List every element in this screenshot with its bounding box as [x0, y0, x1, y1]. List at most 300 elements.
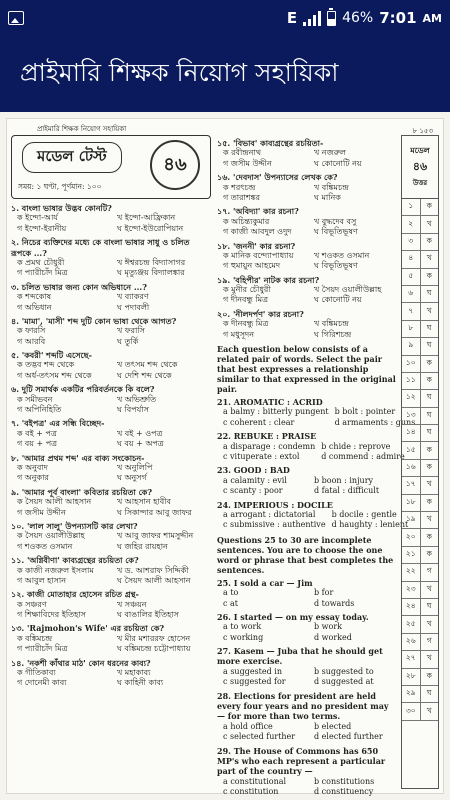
answer-key-answer: ঘ	[426, 340, 432, 350]
question-options	[223, 148, 399, 169]
app-bar	[0, 36, 450, 112]
option: ঘ মৃত্যুঞ্জয় বিদ্যালঙ্কার	[117, 268, 185, 278]
answer-key-question-number: ২৯	[402, 686, 421, 702]
answer-key-answer: ঘ	[426, 392, 432, 402]
option: ঘ ইন্দো-ইউরোপিয়ান	[117, 223, 184, 233]
option: d constituency	[314, 787, 374, 797]
option: ঘ কাহিনী কাব্য	[117, 678, 164, 688]
answer-key-row	[402, 669, 438, 686]
question	[217, 746, 399, 798]
option: b suggested to	[314, 666, 374, 676]
option: খ ইন্দো-আফ্রিকান	[117, 213, 176, 223]
option: c submissive : authentive	[223, 520, 326, 530]
answer-key-row	[402, 373, 438, 390]
answer-key-question-number: ৩০	[402, 703, 421, 719]
question-text: ১০. 'লাল সালু' উপন্যাসটি কার লেখা?	[11, 520, 138, 531]
option: খ শওকত ওসমান	[314, 250, 370, 260]
answer-key-question-number: ১৩	[402, 408, 421, 424]
answer-key-row	[402, 425, 438, 442]
option: গ হুমায়ুন আহমেদ	[223, 261, 281, 271]
sentence-instruction: Questions 25 to 30 are incomplete sentences. You are to choose the one word or phrase that best completes the sentences.	[217, 534, 394, 575]
option: d suggested at	[314, 677, 374, 687]
answer-key-sub: উত্তর	[412, 179, 428, 187]
option: ক মানিক বন্দ্যোপাধ্যায়	[223, 250, 294, 260]
option: b boon : injury	[314, 475, 374, 485]
sentence-questions	[217, 578, 399, 798]
question-text: 28. Elections for president are held every four years and no president may — for more than two terms.	[217, 690, 389, 722]
question	[11, 487, 211, 518]
option: ক সঞ্চরণ	[17, 599, 47, 609]
question	[11, 282, 211, 313]
question-options	[223, 251, 399, 272]
question-options	[223, 319, 399, 340]
question-text: 23. GOOD : BAD	[217, 465, 290, 476]
question-text: 26. I started — on my essay today.	[217, 611, 369, 622]
option: a constitutional	[223, 776, 287, 786]
question	[217, 138, 399, 169]
answer-key-row	[402, 599, 438, 616]
answer-key-row	[402, 408, 438, 425]
option: খ বুদ্ধদেব বসু	[314, 216, 357, 226]
option: b chide : reprove	[321, 441, 391, 451]
answer-key-row	[402, 634, 438, 651]
question-options	[17, 566, 211, 587]
question-options	[223, 441, 405, 463]
question-options	[223, 285, 399, 306]
answer-key-row	[402, 651, 438, 668]
option: ঘ জহির রায়হান	[117, 541, 168, 551]
option: ঘ বাঙালির ইতিহাস	[117, 610, 179, 620]
answer-key-row	[402, 686, 438, 703]
question-options	[223, 588, 399, 609]
option: ঘ পদাবলী	[117, 302, 150, 312]
answer-key-answer: খ	[426, 253, 432, 263]
question-options	[223, 217, 399, 238]
option: ক শব্দকোষ	[17, 292, 52, 302]
question-text: ১৮. 'জননী' কার রচনা?	[217, 240, 296, 251]
option: গ মধুসূদন	[223, 329, 254, 339]
option: গ শওকত ওসমান	[17, 541, 73, 551]
option: খ ঈশ্বরচন্দ্র বিদ্যাসাগর	[117, 257, 186, 267]
option: গ প্যারীচাঁদ মিত্র	[17, 644, 68, 654]
answer-key-row	[402, 338, 438, 355]
answer-key-answer: ক	[426, 201, 432, 211]
answer-key-row	[402, 442, 438, 459]
question	[11, 555, 211, 586]
answer-key-row	[402, 495, 438, 512]
question-options	[17, 634, 211, 655]
option: গ তারাশঙ্কর	[223, 192, 260, 202]
option: ঘ বয় + অপত্র	[117, 439, 164, 449]
answer-key-answer: খ	[426, 705, 432, 715]
option: ঘ বিভূতিভূষণ	[314, 261, 358, 271]
answer-key-answer: খ	[426, 618, 432, 628]
option: a calamity : evil	[223, 475, 287, 485]
option: গ দোনেমী কাব্য	[17, 678, 67, 688]
option: ঘ বিভূতিভূষণ	[314, 227, 358, 237]
answer-key-row	[402, 703, 438, 720]
question	[11, 384, 211, 415]
option: a to	[223, 588, 239, 598]
answer-key-answer: ঘ	[426, 409, 432, 419]
question-options	[223, 476, 399, 497]
question-options	[17, 668, 211, 689]
battery-percent: 46%	[342, 10, 374, 26]
answer-key-answer: ক	[426, 375, 432, 385]
option: গ আরবি	[17, 336, 46, 346]
option: গ ইন্দো-ইরানীয়	[17, 223, 67, 233]
option: c at	[223, 598, 239, 608]
answer-key-answer: খ	[426, 653, 432, 663]
option: a to work	[223, 622, 262, 632]
question-options	[223, 667, 399, 688]
running-head: প্রাইমারি শিক্ষক নিয়োগ সহায়িকা	[37, 125, 127, 133]
answer-key-question-number: ১৭	[402, 477, 421, 493]
option: গ জসীম উদ্দীন	[17, 507, 66, 517]
left-column	[11, 135, 211, 789]
question	[217, 309, 399, 340]
answer-key	[401, 135, 439, 789]
right-questions	[217, 138, 399, 340]
answer-key-question-number: ৬	[402, 286, 421, 302]
answer-key-row	[402, 199, 438, 216]
option: খ বঙ্কিমচন্দ্র	[314, 182, 349, 192]
question-options	[17, 395, 211, 416]
answer-key-question-number: ৩	[402, 234, 421, 250]
question	[11, 589, 211, 620]
answer-key-row	[402, 390, 438, 407]
option: খ নজরুল	[314, 148, 346, 158]
network-type: E	[286, 9, 298, 27]
question-text: ৩. চলিত ভাষার জন্য কোন অভিধানে ...?	[11, 281, 147, 292]
question	[217, 612, 399, 643]
question-options	[17, 429, 211, 450]
question-text: 29. The House of Commons has 650 MP's who each represent a particular part of the country —	[217, 745, 386, 777]
answer-key-answer: খ	[426, 583, 432, 593]
option: ঘ সিকান্দার আবু জাফর	[117, 507, 192, 517]
analogy-instruction: Each question below consists of a related pair of words. Select the pair that best expresses a relationship similar to that expressed in the original pair.	[217, 344, 396, 395]
option: ক অচিন্ত্যকুমার	[223, 216, 270, 226]
answer-key-question-number: ১২	[402, 390, 421, 406]
option: গ কাজী আবদুল ওদুদ	[223, 227, 292, 237]
option: b bolt : pointer	[334, 407, 396, 417]
option: খ অভিশ্রুতি	[117, 394, 157, 404]
answer-key-answer: ঘ	[426, 427, 432, 437]
answer-key-row	[402, 269, 438, 286]
option: গ অনুকার	[17, 473, 49, 483]
option: গ অভিধান	[17, 302, 52, 312]
page-number: ৮ ১৫৩	[412, 127, 433, 135]
question	[11, 521, 211, 552]
answer-key-answer: গ	[426, 635, 432, 645]
question	[11, 203, 211, 234]
question-options	[17, 326, 211, 347]
question-text: ২. নিচের ব্যক্তিদের মধ্যে কে বাংলা ভাষার সাধু ও চলিত রূপকে ...?	[11, 237, 190, 258]
question	[11, 658, 211, 689]
answer-key-question-number: ২২	[402, 564, 421, 580]
image-viewer[interactable]	[0, 112, 450, 800]
answer-key-answer: ঘ	[426, 688, 432, 698]
answer-key-answer: ক	[426, 531, 432, 541]
test-time-marks: সময়: ১ ঘণ্টা, পূর্ণমান: ১০০	[18, 182, 102, 191]
option: ঘ কোনোটি নয়	[314, 295, 362, 305]
answer-key-question-number: ২১	[402, 547, 421, 563]
question-options	[17, 213, 211, 234]
option: b work	[314, 622, 342, 632]
option: ঘ তুর্কি	[117, 336, 139, 346]
answer-key-question-number: ৭	[402, 303, 421, 319]
status-left	[8, 11, 287, 25]
question-options	[17, 600, 211, 621]
option: c constitution	[223, 787, 279, 797]
option: ক বই + পত্র	[17, 428, 57, 438]
option: গ দীনবন্ধু মিত্র	[223, 295, 268, 305]
model-test-number: ৪৬	[150, 140, 200, 190]
answer-key-title: মডেল	[410, 146, 430, 155]
option: c scanty : poor	[223, 486, 283, 496]
question	[11, 418, 211, 449]
answer-key-question-number: ৫	[402, 269, 421, 285]
question-text: 21. AROMATIC : ACRID	[217, 397, 323, 408]
option: b elected	[314, 721, 352, 731]
answer-key-answer: ক	[426, 462, 432, 472]
answer-key-answer: ক	[426, 670, 432, 680]
option: a balmy : bitterly pungent	[223, 407, 329, 417]
question	[217, 499, 409, 531]
option: খ ড. আশরাফ সিদ্দিকী	[117, 565, 189, 575]
question-text: 24. IMPERIOUS : DOCILE	[217, 499, 333, 510]
question	[217, 578, 399, 609]
answer-key-row	[402, 477, 438, 494]
answer-key-row	[402, 216, 438, 233]
question-options	[223, 777, 399, 798]
answer-key-badge	[402, 136, 438, 199]
option: ক প্রমথ চৌধুরী	[17, 257, 65, 267]
question-text: ১২. কাজী মোতাহার হোসেন রচিত গ্রন্থ-	[11, 589, 139, 600]
option: খ তৎসম শব্দ থেকে	[117, 360, 178, 370]
answer-key-question-number: ২৪	[402, 599, 421, 615]
status-right	[287, 9, 442, 27]
status-bar	[0, 0, 450, 36]
answer-key-question-number: ২৮	[402, 669, 421, 685]
option: গ আবুল হাসান	[17, 575, 66, 585]
question-text: ৪. 'মামা', 'মাসী' শব্দ দুটি কোন ভাষা থেকে আগত?	[11, 315, 177, 326]
option: ক মুনীর চৌধুরী	[223, 285, 271, 295]
battery-icon	[327, 11, 336, 26]
answer-key-row	[402, 582, 438, 599]
question	[217, 206, 399, 237]
question-text: ৯. 'আমার পূর্ব বাংলা' কবিতার রচয়িতা কে?	[11, 486, 153, 497]
option: ক সৈয়দ ওয়ালীউল্লাহ	[17, 531, 85, 541]
answer-key-row	[402, 234, 438, 251]
answer-key-question-number: ২৭	[402, 651, 421, 667]
question-text: ৬. দুটি সমার্থক একটির পরিবর্তনকে কি বলে?	[11, 384, 155, 395]
question	[217, 465, 399, 496]
question-options	[17, 531, 211, 552]
option: ক ইন্দো-আর্য	[17, 213, 58, 223]
question	[11, 237, 211, 279]
option: ক শরৎচন্দ্র	[223, 182, 256, 192]
answer-key-row	[402, 303, 438, 320]
option: c coherent : clear	[223, 417, 295, 427]
question-text: ৭. 'বইপত্র' এর সন্ধি বিচ্ছেদ-	[11, 418, 105, 429]
question-text: 22. REBUKE : PRAISE	[217, 431, 317, 442]
question-options	[223, 622, 399, 643]
question	[217, 241, 399, 272]
question-options	[17, 292, 211, 313]
answer-key-question-number: ৯	[402, 338, 421, 354]
option: ক রবীন্দ্রনাথ	[223, 148, 262, 158]
question-text: ১৪. 'নকশী কাঁথার মাঠ' কোন ধরনের কাব্য?	[11, 657, 151, 668]
option: d fatal : difficult	[314, 486, 380, 496]
answer-key-answer: ঘ	[426, 288, 432, 298]
option: d commend : admire	[321, 451, 405, 461]
answer-key-answer: গ	[426, 566, 432, 576]
question-options	[223, 722, 399, 743]
option: ঘ বিপর্যাস	[117, 405, 149, 415]
option: d worked	[314, 632, 352, 642]
option: গ বয় + পত্র	[17, 439, 58, 449]
option: c vituperate : extol	[223, 451, 300, 461]
option: ঘ দেশি শব্দ থেকে	[117, 370, 172, 380]
option: d towards	[314, 598, 355, 608]
option: a arrogant : dictatorial	[223, 509, 316, 519]
question	[217, 431, 405, 462]
option: a hold office	[223, 721, 273, 731]
option: খ ব্যাকরণ	[117, 292, 149, 302]
gallery-notification-icon	[8, 11, 24, 25]
answer-key-answer: ক	[426, 357, 432, 367]
answer-key-question-number: ২৫	[402, 616, 421, 632]
left-questions	[11, 203, 211, 689]
question-options	[223, 183, 399, 204]
option: খ আহসান হাবীব	[117, 497, 171, 507]
answer-key-answer: খ	[426, 514, 432, 524]
answer-key-row	[402, 356, 438, 373]
answer-key-row	[402, 286, 438, 303]
option: ঘ অনুসর্গ	[117, 473, 147, 483]
question-text: ১. বাংলা ভাষার উদ্ভব কোনটি?	[11, 203, 112, 213]
option: c suggested for	[223, 677, 286, 687]
question-options	[17, 258, 211, 279]
answer-key-answer: ক	[426, 235, 432, 245]
option: a suggested in	[223, 666, 282, 676]
answer-key-question-number: ১৮	[402, 495, 421, 511]
option: ঘ গিরিশচন্দ্র	[314, 329, 352, 339]
option: b constitutions	[314, 776, 375, 786]
option: ক দীনবন্ধু মিত্র	[223, 319, 269, 329]
answer-key-question-number: ২৩	[402, 582, 421, 598]
answer-key-question-number: ১৯	[402, 512, 421, 528]
option: গ প্যারীচাঁদ মিত্র	[17, 268, 68, 278]
option: ঘ কোনোটি নয়	[314, 158, 362, 168]
answer-key-answer: ঘ	[426, 601, 432, 611]
option: ঘ সৈয়দ আলী আহসান	[117, 575, 191, 585]
question-text: ১৭. 'অবিদ্যা' কার রচনা?	[217, 206, 299, 217]
answer-key-answer: খ	[426, 218, 432, 228]
answer-key-question-number: ২০	[402, 529, 421, 545]
option: ক গীতিকাব্য	[17, 668, 56, 678]
question-text: ২০. 'নীলদর্পণ' কার রচনা?	[217, 308, 304, 319]
answer-key-answer: ক	[426, 270, 432, 280]
option: গ অপিনিহিতি	[17, 405, 62, 415]
answer-key-answer: ক	[426, 496, 432, 506]
question-options	[17, 497, 211, 518]
question-text: ১৫. 'বিভাব' কাব্যগ্রন্থের রচয়িতা-	[217, 138, 324, 148]
question-options	[17, 360, 211, 381]
answer-key-answer: খ	[426, 305, 432, 315]
option: গ জসীম উদ্দীন	[223, 158, 272, 168]
model-test-header	[11, 135, 211, 199]
question-text: ৮. 'আমার প্রথম শব্দ' এর বাক্য সংকোচন-	[11, 452, 145, 463]
question	[217, 172, 399, 203]
option: গ শিক্ষাবিদের ইতিহাস	[17, 610, 86, 620]
answer-key-row	[402, 460, 438, 477]
option: ক বঙ্কিমচন্দ্র	[17, 633, 53, 643]
option: ক সমীভবন	[17, 394, 53, 404]
option: ক সৈয়দ আলী আহসান	[17, 497, 92, 507]
option: খ বই + ওপত্র	[117, 428, 163, 438]
answer-key-question-number: ১৬	[402, 460, 421, 476]
scanned-page[interactable]	[6, 118, 444, 797]
question-text: 25. I sold a car — Jim	[217, 577, 313, 588]
question-text: ৫. 'কবরী' শব্দটি এসেছে-	[11, 350, 92, 361]
option: ঘ বঙ্কিমচন্দ্র চট্টোপাধ্যায়	[117, 644, 191, 654]
question	[217, 646, 399, 688]
signal-strength-icon	[303, 10, 321, 26]
option: খ সৈয়দ ওয়ালীউল্লাহ	[314, 285, 382, 295]
option: ক তদ্ভব শব্দ থেকে	[17, 360, 75, 370]
answer-key-row	[402, 321, 438, 338]
answer-key-question-number: ১	[402, 199, 421, 215]
question-text: ১১. 'অগ্নিবীণা' কাব্যগ্রন্থের রচয়িতা কে?	[11, 555, 139, 566]
option: b for	[314, 588, 334, 598]
answer-key-row	[402, 512, 438, 529]
answer-key-question-number: ১১	[402, 373, 421, 389]
option: d elected further	[314, 732, 383, 742]
option: ক কাজী নজরুল ইসলাম	[17, 565, 94, 575]
answer-key-number: ৪৬	[412, 160, 428, 173]
clock-time: 7:01	[379, 9, 417, 27]
answer-key-answer: ক	[426, 444, 432, 454]
question-options	[17, 463, 211, 484]
option: c working	[223, 632, 264, 642]
option: d armaments : guns	[334, 417, 416, 427]
option: b docile : gentle	[331, 509, 397, 519]
question-text: ১৬. 'দেবদাস' উপন্যাসের লেখক কে?	[217, 172, 338, 183]
option: ক অনুবাদ	[17, 462, 48, 472]
app-title: প্রাইমারি শিক্ষক নিয়োগ সহায়িকা	[20, 57, 339, 87]
question	[11, 350, 211, 381]
answer-key-question-number: ১০	[402, 356, 421, 372]
answer-key-row	[402, 529, 438, 546]
answer-key-question-number: ৮	[402, 321, 421, 337]
option: গ অর্ধ-তৎসম শব্দ থেকে	[17, 370, 92, 380]
question	[217, 691, 399, 743]
answer-key-question-number: ২	[402, 216, 421, 232]
clock-ampm: AM	[422, 11, 442, 25]
option: খ মহাকাব্য	[117, 668, 151, 678]
option: খ অনুলিপি	[117, 462, 153, 472]
option: a disparage : condemn	[223, 441, 316, 451]
option: c selected further	[223, 732, 296, 742]
option: খ ফরাসি	[117, 326, 145, 336]
answer-key-row	[402, 616, 438, 633]
answer-key-question-number: ৪	[402, 251, 421, 267]
option: খ সঞ্চয়ন	[117, 599, 147, 609]
answer-key-question-number: ২৬	[402, 634, 421, 650]
question-text: ১৩. 'Rajmohon's Wife' এর রচয়িতা কে?	[11, 623, 165, 634]
